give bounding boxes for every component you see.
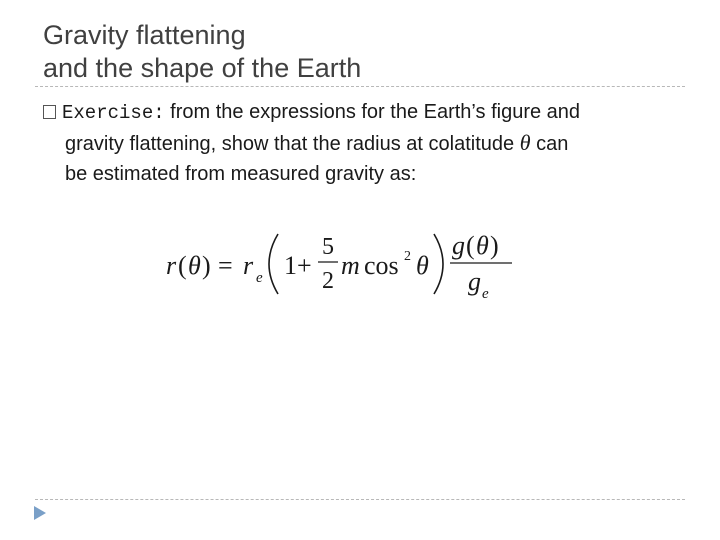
cos-exponent: 2 (404, 249, 411, 264)
top-divider (35, 86, 685, 87)
formula-lhs-r: r (166, 251, 177, 280)
formula-theta-1: θ (188, 251, 201, 280)
g-denominator: g (468, 267, 481, 296)
bottom-divider (35, 499, 685, 500)
formula-theta-2: θ (416, 251, 429, 280)
bullet-line3: be estimated from measured gravity as: (65, 163, 417, 185)
fraction-numerator: 5 (322, 234, 334, 260)
slide-title (43, 19, 361, 85)
formula-equals: = (218, 251, 233, 280)
g-numerator: g (452, 231, 465, 260)
square-bullet-icon (43, 105, 56, 119)
formula-m: m (341, 251, 360, 280)
bullet-line2-end: can (530, 133, 569, 155)
theta-symbol: θ (519, 130, 531, 155)
formula-r-e: r (243, 251, 254, 280)
exercise-bullet (43, 97, 683, 189)
g-e-subscript: e (482, 286, 489, 302)
radius-formula (160, 226, 520, 306)
big-paren-left (269, 234, 278, 294)
g-paren-open: ( (466, 231, 475, 260)
triangle-right-icon[interactable] (33, 505, 47, 521)
formula-cos: cos (364, 251, 399, 280)
g-paren-close: ) (490, 231, 499, 260)
formula-one-plus: 1+ (284, 251, 312, 280)
formula-e-subscript: e (256, 270, 263, 286)
g-theta: θ (476, 231, 489, 260)
fraction-denominator: 2 (322, 268, 334, 294)
big-paren-right (434, 234, 443, 294)
bullet-line2: gravity flattening, show that the radius at colatitude (65, 133, 520, 155)
slide-title-line1: Gravity flattening (43, 20, 246, 50)
bullet-line1: from the expressions for the Earth’s figure and (164, 101, 581, 123)
bullet-line2-wrap (43, 128, 683, 159)
exercise-lead: Exercise: (62, 102, 165, 124)
slide-title-line2: and the shape of the Earth (43, 53, 362, 83)
formula-paren-open-1: ( (178, 251, 187, 280)
formula-paren-close-1: ) (202, 251, 211, 280)
